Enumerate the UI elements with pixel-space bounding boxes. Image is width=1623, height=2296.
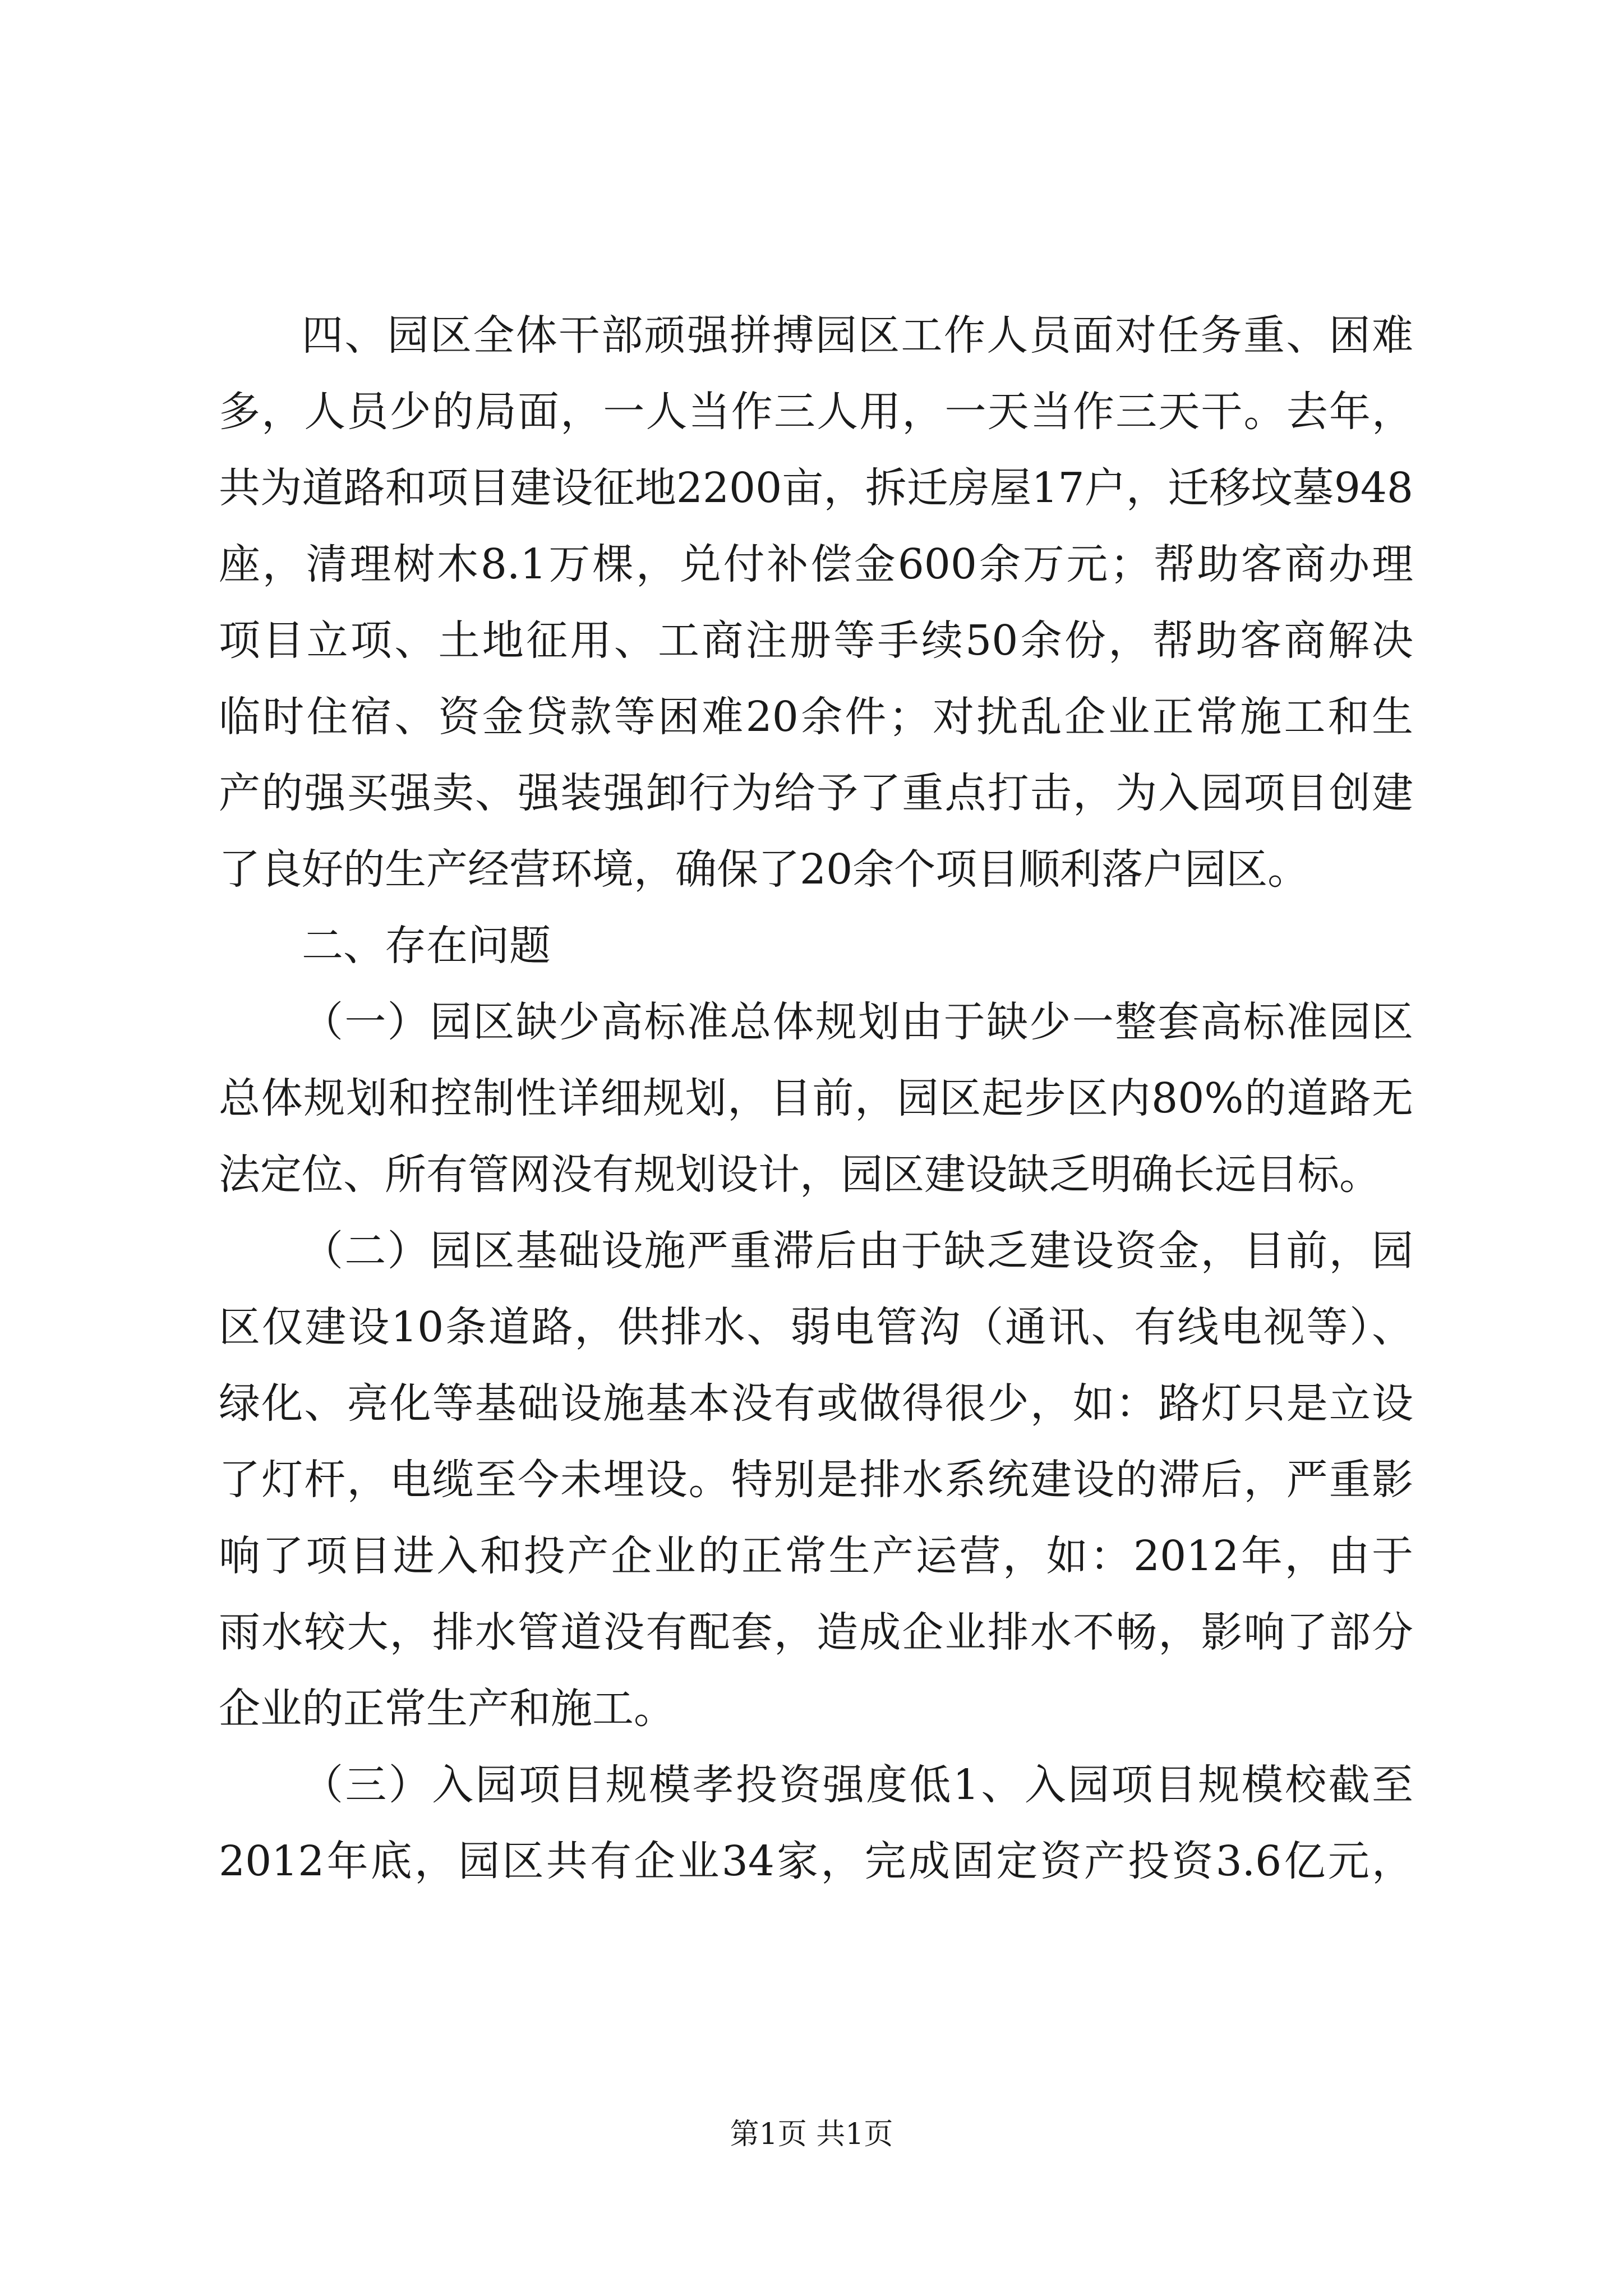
paragraph-line: 了灯杆，电缆至今未埋设。特别是排水系统建设的滞后，严重影 [219, 1456, 1413, 1504]
section-heading: 二、存在问题 [302, 922, 551, 970]
paragraph-line: 了良好的生产经营环境，确保了20余个项目顺利落户园区。 [219, 845, 1310, 894]
page-number: 第1页 共1页 [730, 2118, 893, 2151]
paragraph-line: 项目立项、土地征用、工商注册等手续50余份，帮助客商解决 [219, 616, 1413, 665]
paragraph-line: （二）园区基础设施严重滞后由于缺乏建设资金，目前，园 [302, 1227, 1413, 1275]
paragraph-line: 企业的正常生产和施工。 [219, 1685, 675, 1733]
paragraph-line: 总体规划和控制性详细规划，目前，园区起步区内80%的道路无 [219, 1074, 1413, 1122]
paragraph-line: 雨水较大，排水管道没有配套，造成企业排水不畅，影响了部分 [219, 1608, 1413, 1657]
paragraph-line: （三）入园项目规模孝投资强度低1、入园项目规模校截至 [302, 1761, 1413, 1809]
paragraph-line: 四、园区全体干部顽强拼搏园区工作人员面对任务重、困难 [302, 311, 1413, 360]
paragraph-line: 共为道路和项目建设征地2200亩，拆迁房屋17户，迁移坟墓948 [219, 464, 1413, 512]
document-body [219, 297, 1413, 1899]
paragraph-line: （一）园区缺少高标准总体规划由于缺少一整套高标准园区 [302, 998, 1413, 1046]
paragraph-line: 2012年底，园区共有企业34家，完成固定资产投资3.6亿元， [219, 1837, 1413, 1885]
page-footer [0, 2115, 1623, 2154]
paragraph-line: 响了项目进入和投产企业的正常生产运营，如：2012年，由于 [219, 1532, 1413, 1580]
paragraph-line: 多，人员少的局面，一人当作三人用，一天当作三天干。去年， [219, 388, 1413, 436]
paragraph-line: 座，清理树木8.1万棵，兑付补偿金600余万元；帮助客商办理 [219, 540, 1413, 588]
paragraph-line: 绿化、亮化等基础设施基本没有或做得很少，如：路灯只是立设 [219, 1379, 1413, 1428]
paragraph-line: 临时住宿、资金贷款等困难20余件；对扰乱企业正常施工和生 [219, 693, 1413, 741]
paragraph-line: 产的强买强卖、强装强卸行为给予了重点打击，为入园项目创建 [219, 769, 1413, 817]
paragraph-line: 区仅建设10条道路，供排水、弱电管沟（通讯、有线电视等）、 [219, 1303, 1413, 1351]
paragraph-line: 法定位、所有管网没有规划设计，园区建设缺乏明确长远目标。 [219, 1151, 1381, 1199]
